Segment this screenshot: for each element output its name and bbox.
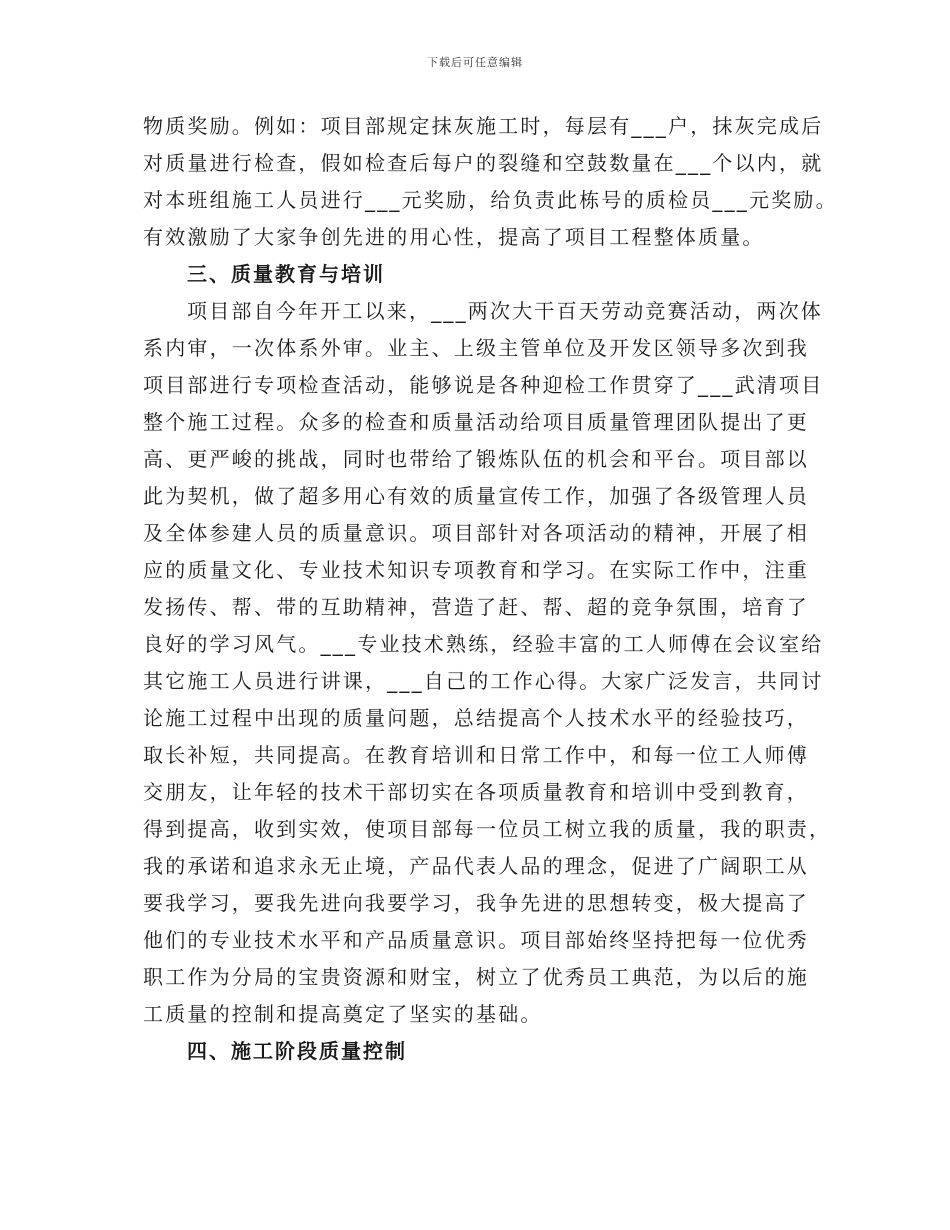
paragraph-line: 及全体参建人员的质量意识。项目部针对各项活动的精神，开展了相: [143, 521, 809, 545]
paragraph-line: 其它施工人员进行讲课，___自己的工作心得。大家广泛发言，共同讨: [143, 669, 824, 693]
paragraph-line: 交朋友，让年轻的技术干部切实在各项质量教育和培训中受到教育，: [143, 780, 809, 804]
paragraph-line: 高、更严峻的挑战，同时也带给了锻炼队伍的机会和平台。项目部以: [143, 447, 809, 471]
paragraph-line: 系内审，一次体系外审。业主、上级主管单位及开发区领导多次到我: [143, 336, 809, 360]
paragraph-line: 要我学习，要我先进向我要学习，我争先进的思想转变，极大提高了: [143, 891, 809, 915]
paragraph-line: 发扬传、帮、带的互助精神，营造了赶、帮、超的竞争氛围，培育了: [143, 595, 809, 619]
paragraph-line: 对质量进行检查，假如检查后每户的裂缝和空鼓数量在___个以内，就: [143, 151, 824, 175]
paragraph-line: 职工作为分局的宝贵资源和财宝，树立了优秀员工典范，为以后的施: [143, 965, 809, 989]
paragraph-line: 取长补短，共同提高。在教育培训和日常工作中，和每一位工人师傅: [143, 743, 809, 767]
paragraph-line: 他们的专业技术水平和产品质量意识。项目部始终坚持把每一位优秀: [143, 928, 809, 952]
paragraph-line: 此为契机，做了超多用心有效的质量宣传工作，加强了各级管理人员: [143, 484, 809, 508]
paragraph-line: 对本班组施工人员进行___元奖励，给负责此栋号的质检员___元奖励。: [143, 188, 838, 212]
paragraph-line: 我的承诺和追求永无止境，产品代表人品的理念，促进了广阔职工从: [143, 854, 809, 878]
document-body: [143, 108, 838, 1070]
paragraph-line: 物质奖励。例如：项目部规定抹灰施工时，每层有___户，抹灰完成后: [143, 114, 824, 138]
paragraph-line: 良好的学习风气。___专业技术熟练，经验丰富的工人师傅在会议室给: [143, 632, 824, 656]
running-header: 下载后可任意编辑: [427, 56, 523, 69]
paragraph-line: 整个施工过程。众多的检查和质量活动给项目质量管理团队提出了更: [143, 410, 809, 434]
section-heading: 四、施工阶段质量控制: [187, 1039, 407, 1063]
paragraph-line: 工质量的控制和提高奠定了坚实的基础。: [143, 1002, 543, 1026]
paragraph-line: 有效激励了大家争创先进的用心性，提高了项目工程整体质量。: [143, 225, 765, 249]
paragraph-line: 应的质量文化、专业技术知识专项教育和学习。在实际工作中，注重: [143, 558, 809, 582]
paragraph-line: 得到提高，收到实效，使项目部每一位员工树立我的质量，我的职责，: [143, 817, 832, 841]
paragraph-line: 项目部自今年开工以来，___两次大干百天劳动竞赛活动，两次体: [187, 299, 823, 323]
paragraph-line: 项目部进行专项检查活动，能够说是各种迎检工作贯穿了___武清项目: [143, 373, 824, 397]
paragraph-line: 论施工过程中出现的质量问题，总结提高个人技术水平的经验技巧，: [143, 706, 809, 730]
section-heading: 三、质量教育与培训: [187, 262, 385, 286]
